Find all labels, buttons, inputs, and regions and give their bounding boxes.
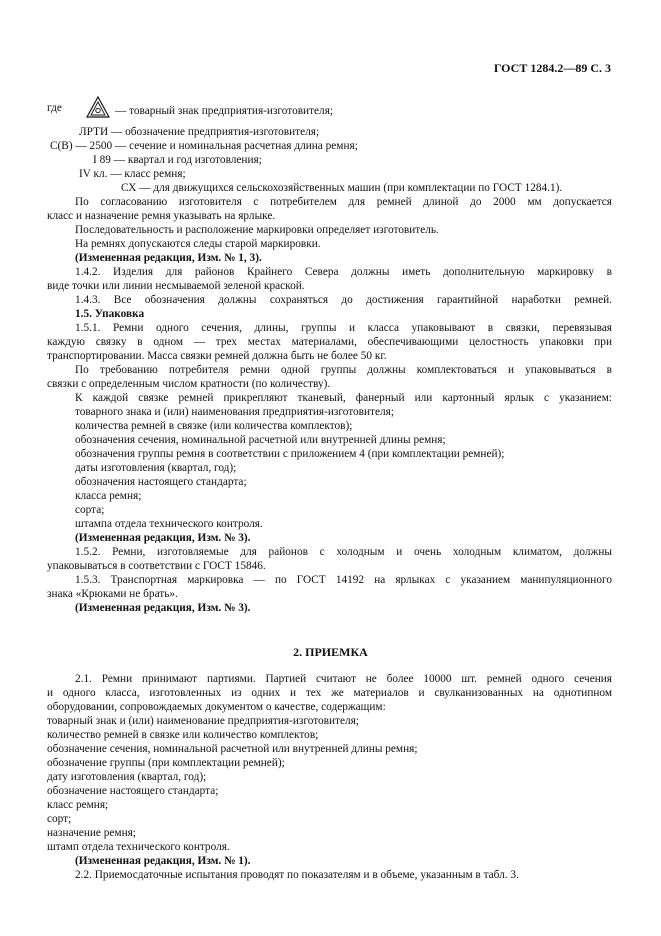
list-item: штампа отдела технического контроля. [75,518,263,530]
paragraph-line: Последовательность и расположение маркировки определяет изготовитель. [75,224,439,236]
paragraph-line: 1.4.2. Изделия для районов Крайнего Севера должны иметь дополнительную маркировку в [75,266,612,278]
list-item: товарного знака и (или) наименования предприятия-изготовителя; [75,406,394,418]
where-line: IV кл. — класс ремня; [79,168,186,180]
list-item: дату изготовления (квартал, год); [47,771,207,783]
list-item: обозначения сечения, номинальной расчетной или внутренней длины ремня; [75,434,446,446]
paragraph-line: каждую связку в одном — трех местах материалами, обеспечивающими целостность упаковки при [47,336,612,348]
trademark-definition: — товарный знак предприятия-изготовителя; [115,105,334,117]
edit-note: (Измененная редакция, Изм. № 1, 3). [75,252,262,264]
list-item: даты изготовления (квартал, год); [75,462,237,474]
paragraph-line: К каждой связке ремней прикрепляют тканевый, фанерный или картонный ярлык с указанием: [75,392,612,404]
paragraph-line: 1.5.2. Ремни, изготовляемые для районов с холодным и очень холодным климатом, должны [75,546,612,558]
where-label: где [47,102,62,114]
paragraph-line: виде точки или линии несмываемой зеленой краской. [47,280,305,292]
edit-note: (Измененная редакция, Изм. № 3). [75,532,251,544]
paragraph-line: 1.4.3. Все обозначения должны сохраняться до достижения гарантийной наработки ремней. [75,294,612,306]
list-item: количество ремней в связке или количество комплектов; [47,729,319,741]
list-item: класса ремня; [75,490,142,502]
paragraph-line: транспортировании. Масса связки ремней должна быть не более 50 кг. [47,350,387,362]
paragraph-line: знака «Крюками не брать». [47,588,178,600]
paragraph-line: По требованию потребителя ремни одной группы должны комплектоваться и упаковываться в [75,364,612,376]
list-item: сорт; [47,813,72,825]
list-item: назначение ремня; [47,827,136,839]
list-item: товарный знак и (или) наименование предприятия-изготовителя; [47,715,359,727]
where-line: С(В) — 2500 — сечение и номинальная расчетная длина ремня; [50,140,358,152]
list-item: количества ремней в связке (или количества комплектов); [75,420,353,432]
trademark-logo [86,96,110,118]
list-item: обозначение группы (при комплектации ремней); [47,757,285,769]
paragraph-line: На ремнях допускаются следы старой маркировки. [75,238,321,250]
where-line: ЛРТИ — обозначение предприятия-изготовителя; [79,126,320,138]
subsection-heading: 1.5. Упаковка [75,308,145,320]
paragraph-line: 2.1. Ремни принимают партиями. Партией считают не более 10000 шт. ремней одного сечения [75,673,612,685]
paragraph-line: 1.5.1. Ремни одного сечения, длины, группы и класса упаковывают в связки, перевязывая [75,322,612,334]
where-line: I 89 — квартал и год изготовления; [93,154,262,166]
list-item: обозначения настоящего стандарта; [75,476,247,488]
list-item: обозначение сечения, номинальной расчетной или внутренней длины ремня; [47,743,418,755]
paragraph-line: упаковываться в соответствии с ГОСТ 15846. [47,560,266,572]
list-item: обозначение настоящего стандарта; [47,785,219,797]
edit-note: (Измененная редакция, Изм. № 1). [75,855,251,867]
list-item: сорта; [75,504,105,516]
list-item: обозначения группы ремня в соответствии с приложением 4 (при комплектации ремней); [75,448,505,460]
section-title: 2. ПРИЕМКА [293,645,368,659]
paragraph-line: класс и назначение ремня указывать на ярлыке. [47,210,276,222]
list-item: класс ремня; [47,799,109,811]
paragraph-line: По согласованию изготовителя с потребителем для ремней длиной до 2000 мм допускается [75,196,612,208]
page-header: ГОСТ 1284.2—89 С. 3 [493,61,611,75]
paragraph-line: и одного класса, изготовленных из одних и тех же материалов и свулканизованных на однотипном [47,687,612,699]
list-item: штамп отдела технического контроля. [47,841,230,853]
paragraph-line: связки с определенным числом кратности (по количеству). [47,378,331,390]
paragraph-line: оборудовании, сопровождаемых документом о качестве, содержащим: [47,701,386,713]
paragraph-line: 1.5.3. Транспортная маркировка — по ГОСТ 14192 на ярлыках с указанием манипуляционного [75,574,612,586]
where-line: СХ — для движущихся сельскохозяйственных машин (при комплектации по ГОСТ 1284.1). [121,182,563,194]
paragraph-line: 2.2. Приемосдаточные испытания проводят по показателям и в объеме, указанным в табл. 3. [75,869,519,881]
edit-note: (Измененная редакция, Изм. № 3). [75,602,251,614]
